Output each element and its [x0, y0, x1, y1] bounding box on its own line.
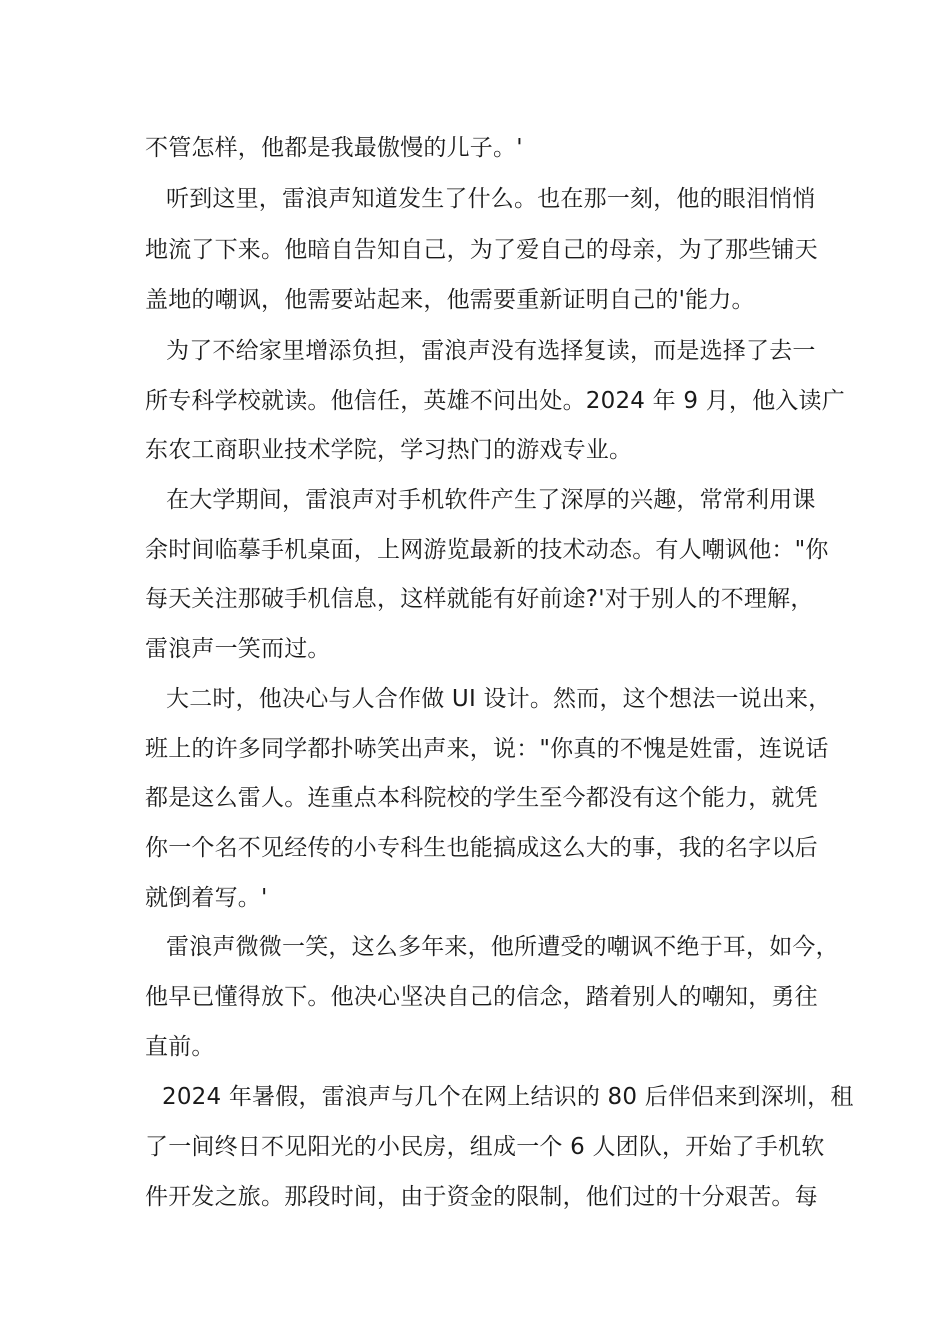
text-line: 地流了下来。他暗自告知自己，为了爱自己的母亲，为了那些铺天 — [145, 237, 818, 263]
text-line: 每天关注那破手机信息，这样就能有好前途?'对于别人的不理解， — [145, 586, 814, 612]
text-line: 雷浪声一笑而过。 — [145, 636, 331, 662]
text-line: 他早已懂得放下。他决心坚决自己的信念，踏着别人的嘲知，勇往 — [145, 984, 818, 1010]
text-line: 就倒着写。' — [145, 885, 268, 911]
paragraph-start: 在大学期间，雷浪声对手机软件产生了深厚的兴趣，常常利用课 — [166, 487, 816, 513]
text-line: 东农工商职业技术学院，学习热门的游戏专业。 — [145, 437, 633, 463]
text-line: 直前。 — [145, 1034, 215, 1060]
paragraph-start: 雷浪声微微一笑，这么多年来，他所遭受的嘲讽不绝于耳，如今， — [166, 934, 839, 960]
paragraph-start: 大二时，他决心与人合作做 UI 设计。然而，这个想法一说出来， — [166, 686, 832, 712]
text-line: 不管怎样，他都是我最傲慢的儿子。' — [145, 135, 523, 161]
text-line: 盖地的嘲讽，他需要站起来，他需要重新证明自己的'能力。 — [145, 287, 755, 313]
text-line: 都是这么雷人。连重点本科院校的学生至今都没有这个能力，就凭 — [145, 785, 818, 811]
text-line: 余时间临摹手机桌面，上网游览最新的技术动态。有人嘲讽他："你 — [145, 537, 829, 563]
text-line: 班上的许多同学都扑哧笑出声来，说："你真的不愧是姓雷，连说话 — [145, 736, 829, 762]
text-line: 件开发之旅。那段时间，由于资金的限制，他们过的十分艰苦。每 — [145, 1184, 818, 1210]
paragraph-start: 为了不给家里增添负担，雷浪声没有选择复读，而是选择了去一 — [166, 338, 816, 364]
paragraph-start: 2024 年暑假，雷浪声与几个在网上结识的 80 后伴侣来到深圳，租 — [162, 1084, 854, 1110]
text-line: 你一个名不见经传的小专科生也能搞成这么大的事，我的名字以后 — [145, 835, 818, 861]
text-line: 了一间终日不见阳光的小民房，组成一个 6 人团队，开始了手机软 — [145, 1134, 825, 1160]
text-line: 所专科学校就读。他信任，英雄不问出处。2024 年 9 月，他入读广 — [145, 388, 845, 414]
paragraph-start: 听到这里，雷浪声知道发生了什么。也在那一刻，他的眼泪悄悄 — [166, 186, 816, 212]
